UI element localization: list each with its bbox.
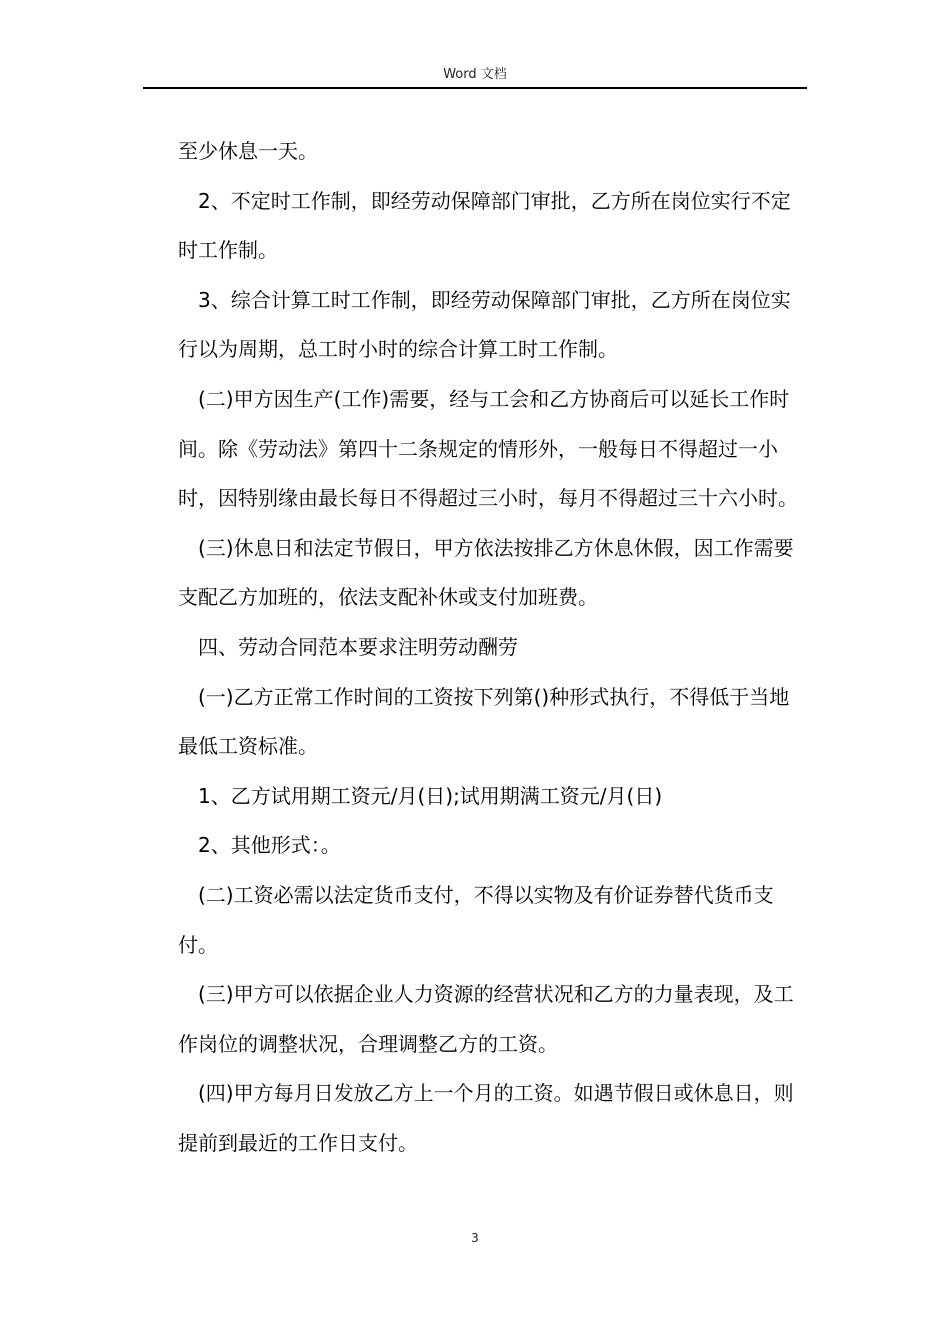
paragraph-11: (三)甲方可以依据企业人力资源的经营状况和乙方的力量表现，及工作岗位的调整状况，合理调整乙方的工资。 [178, 982, 794, 1056]
paragraph-9: 2、其他形式：。 [198, 833, 341, 858]
paragraph-7: (一)乙方正常工作时间的工资按下列第()种形式执行，不得低于当地最低工资标准。 [178, 684, 790, 759]
paragraph-12: (四)甲方每月日发放乙方上一个月的工资。如遇节假日或休息日，则提前到最近的工作日支付。 [178, 1081, 794, 1155]
paragraph-8: 1、乙方试用期工资元/月(日);试用期满工资元/月(日) [198, 783, 663, 808]
paragraph-10: (二)工资必需以法定货币支付，不得以实物及有价证券替代货币支付。 [178, 882, 774, 957]
paragraph-3: 3、综合计算工时工作制，即经劳动保障部门审批，乙方所在岗位实行以为周期，总工时小时的综合计算工时工作制。 [178, 287, 791, 362]
section-heading: 四、劳动合同范本要求注明劳动酬劳 [198, 634, 518, 659]
paragraph-5: (三)休息日和法定节假日，甲方依法按排乙方休息休假，因工作需要支配乙方加班的，依法支配补休或支付加班费。 [178, 535, 794, 610]
page-number: 3 [471, 1231, 479, 1245]
paragraph-4: (二)甲方因生产(工作)需要，经与工会和乙方协商后可以延长工作时间。除《劳动法》第四十二条规定的情形外，一般每日不得超过一小时，因特别缘由最长每日不得超过三小时，每月不得超过三十六小时。 [178, 386, 798, 511]
page-header: Word 文档 [443, 67, 507, 82]
header-divider [143, 87, 807, 89]
paragraph-2: 2、不定时工作制，即经劳动保障部门审批，乙方所在岗位实行不定时工作制。 [178, 188, 791, 263]
document-body [178, 127, 806, 1168]
paragraph-1: 至少休息一天。 [178, 139, 318, 163]
